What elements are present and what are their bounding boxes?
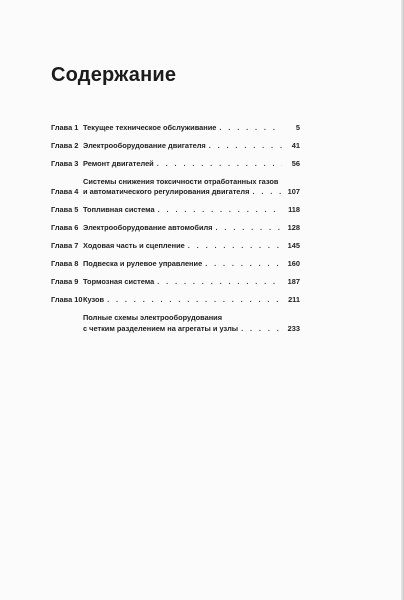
toc-page-number: 211 bbox=[288, 295, 300, 305]
toc-entry-text bbox=[83, 205, 300, 215]
toc-title-text: Текущее техническое обслуживание bbox=[83, 123, 217, 132]
toc-chapter-label: Глава 6 bbox=[51, 223, 79, 233]
dot-leader bbox=[216, 223, 283, 233]
toc-chapter-label: Глава 2 bbox=[51, 141, 79, 150]
toc-chapter-label: Глава 8 bbox=[51, 259, 79, 269]
dot-leader bbox=[188, 241, 282, 251]
dot-leader bbox=[158, 205, 282, 215]
toc-title-text: Электрооборудование двигателя bbox=[83, 141, 206, 150]
toc-title-text: Тормозная система bbox=[83, 277, 155, 287]
toc-entry-text bbox=[83, 241, 300, 251]
toc-line bbox=[83, 177, 300, 187]
page-title: Содержание bbox=[51, 64, 177, 86]
toc-title-text: Ремонт двигателей bbox=[83, 159, 154, 168]
toc-page-number: 5 bbox=[295, 123, 300, 132]
dot-leader bbox=[209, 141, 282, 151]
toc-line bbox=[83, 141, 300, 151]
toc-title-text: с четким разделением на агрегаты и узлы bbox=[83, 323, 239, 333]
toc-line bbox=[83, 313, 300, 323]
toc-chapter-label: Глава 7 bbox=[51, 241, 79, 251]
toc-title-text: Топливная система bbox=[83, 205, 155, 215]
dot-leader bbox=[107, 295, 282, 305]
toc-entry-text bbox=[83, 313, 300, 334]
toc-entry-text bbox=[83, 123, 300, 133]
toc-entry-text bbox=[83, 295, 300, 305]
toc-chapter-label: Глава 1 bbox=[51, 123, 79, 132]
toc-line bbox=[83, 295, 300, 305]
toc-line bbox=[83, 259, 300, 269]
toc-page-number: 187 bbox=[287, 277, 300, 287]
toc-line bbox=[83, 241, 300, 251]
toc-page-number: 118 bbox=[288, 205, 300, 215]
dot-leader bbox=[219, 123, 282, 133]
toc-line bbox=[83, 123, 300, 133]
toc-title-text: Системы снижения токсичности отработанных газов bbox=[83, 177, 279, 186]
toc-entry[interactable] bbox=[51, 241, 300, 251]
toc-title-text: Электрооборудование автомобиля bbox=[83, 223, 213, 233]
toc-line bbox=[83, 277, 300, 287]
toc-entry[interactable] bbox=[51, 295, 300, 305]
toc-entry-text bbox=[83, 159, 300, 169]
toc-page-number: 56 bbox=[291, 159, 300, 168]
toc-page-number: 145 bbox=[287, 241, 300, 251]
toc-page-number: 233 bbox=[287, 323, 300, 333]
toc-title-text: Полные схемы электрооборудования bbox=[83, 313, 223, 323]
toc-title-text: Кузов bbox=[83, 295, 105, 305]
toc-entry[interactable] bbox=[51, 259, 300, 269]
toc-entry-text bbox=[83, 277, 300, 287]
dot-leader bbox=[252, 187, 282, 197]
toc-line bbox=[83, 223, 300, 233]
toc-entry[interactable] bbox=[51, 313, 300, 334]
toc-entry[interactable] bbox=[51, 223, 300, 233]
toc-title-text: Подвеска и рулевое управление bbox=[83, 259, 203, 269]
toc-chapter-label: Глава 4 bbox=[51, 187, 79, 197]
dot-leader bbox=[157, 277, 282, 287]
toc-line bbox=[83, 324, 300, 334]
toc-entry-text bbox=[83, 141, 300, 151]
toc-chapter-label: Глава 10 bbox=[51, 295, 83, 305]
toc-page-number: 107 bbox=[287, 187, 300, 197]
toc-entry[interactable] bbox=[51, 141, 300, 151]
toc-entry[interactable] bbox=[51, 205, 300, 215]
toc-entry[interactable] bbox=[51, 277, 300, 287]
toc-entry-text bbox=[83, 259, 300, 269]
toc-chapter-label: Глава 3 bbox=[51, 159, 79, 168]
toc-line bbox=[83, 159, 300, 169]
toc-title-text: Ходовая часть и сцепление bbox=[83, 241, 185, 251]
toc-line bbox=[83, 205, 300, 215]
dot-leader bbox=[157, 159, 282, 169]
toc-chapter-label: Глава 9 bbox=[51, 277, 79, 287]
toc-entry-text bbox=[83, 177, 300, 198]
toc-chapter-label: Глава 5 bbox=[51, 205, 79, 215]
toc-page-number: 160 bbox=[287, 259, 300, 269]
toc-page-number: 41 bbox=[291, 141, 300, 150]
toc-entry[interactable] bbox=[51, 159, 300, 169]
toc-line bbox=[83, 187, 300, 197]
toc-page-number: 128 bbox=[287, 223, 300, 233]
toc-entry[interactable] bbox=[51, 177, 300, 198]
toc-entry[interactable] bbox=[51, 123, 300, 133]
toc-entry-text bbox=[83, 223, 300, 233]
dot-leader bbox=[241, 324, 282, 334]
dot-leader bbox=[205, 259, 282, 269]
toc-title-text: и автоматического регулирования двигателя bbox=[83, 187, 250, 197]
table-of-contents bbox=[51, 123, 300, 342]
